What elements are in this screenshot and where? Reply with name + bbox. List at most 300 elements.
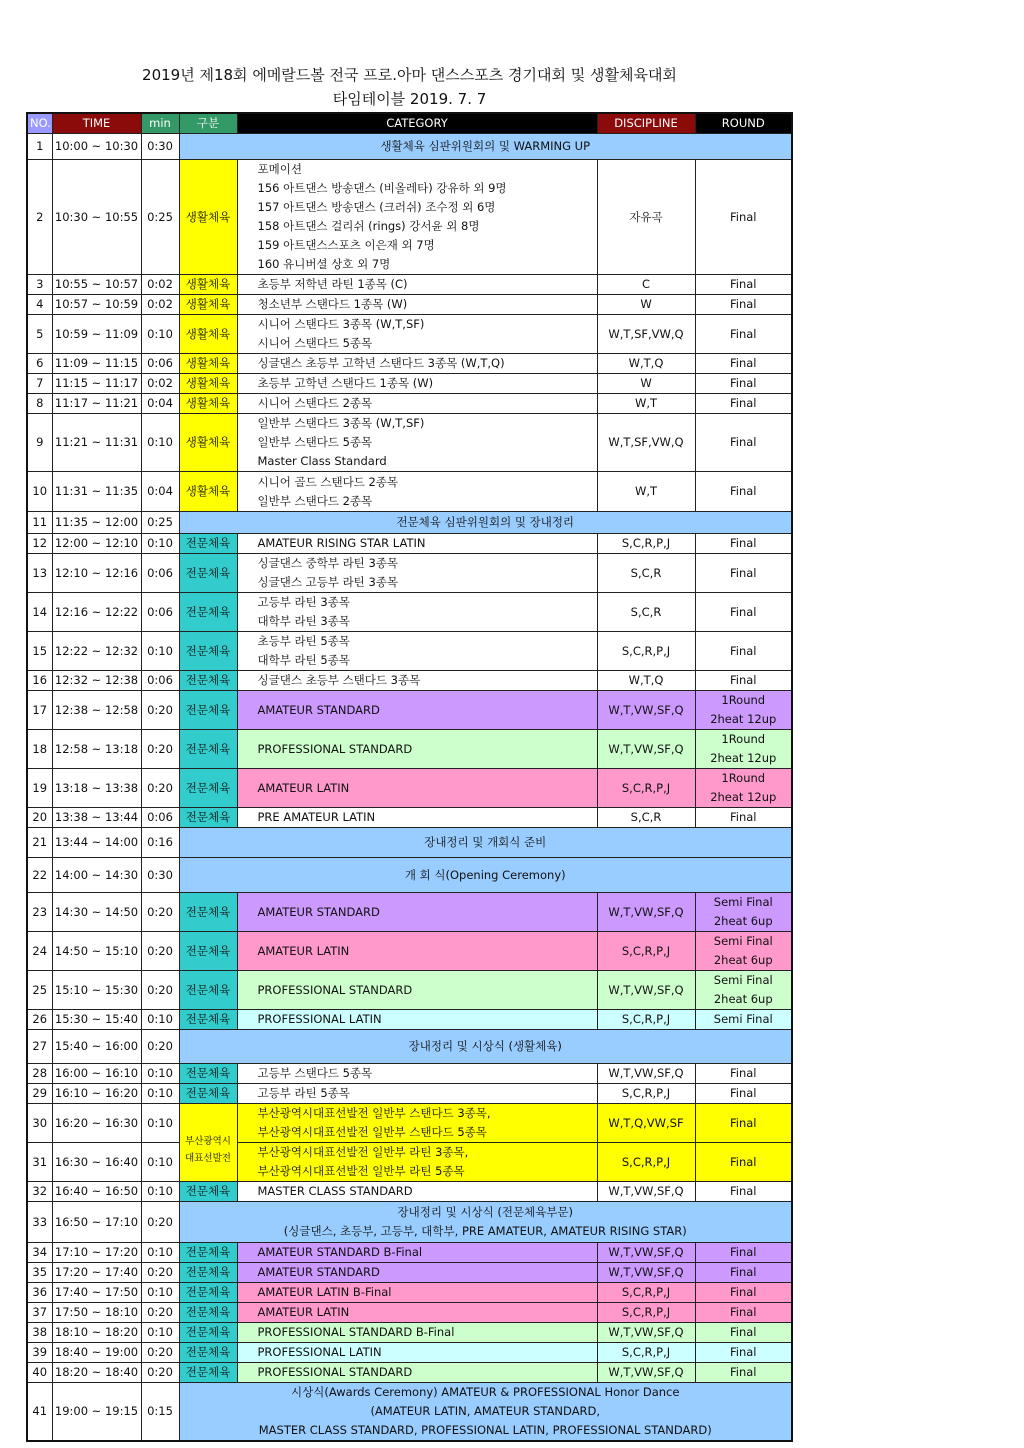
row-min: 0:20 xyxy=(141,1343,179,1363)
round-line: 2heat 6up xyxy=(713,914,773,928)
row-time: 11:17 ~ 11:21 xyxy=(52,394,141,414)
table-row xyxy=(27,554,792,593)
category-line: MASTER CLASS STANDARD xyxy=(257,1184,413,1198)
row-min: 0:30 xyxy=(141,858,179,893)
row-min: 0:10 xyxy=(141,1010,179,1030)
row-round xyxy=(695,1283,792,1303)
row-discipline: W,T,VW,SF,Q xyxy=(597,1064,695,1084)
break-cell xyxy=(179,134,792,160)
row-discipline: S,C,R xyxy=(597,554,695,593)
row-no: 5 xyxy=(27,315,52,354)
table-row xyxy=(27,1303,792,1323)
round-line: Final xyxy=(729,1184,757,1198)
row-discipline: W,T,VW,SF,Q xyxy=(597,691,695,730)
header-round: ROUND xyxy=(695,113,792,134)
row-round xyxy=(695,1143,792,1182)
row-time: 12:16 ~ 12:22 xyxy=(52,593,141,632)
round-line: Final xyxy=(729,297,757,311)
row-time: 18:20 ~ 18:40 xyxy=(52,1363,141,1383)
row-gubun: 전문체육 xyxy=(179,1283,237,1303)
category-line: AMATEUR STANDARD xyxy=(257,904,380,919)
row-no: 10 xyxy=(27,472,52,512)
row-discipline: W xyxy=(597,295,695,315)
row-category xyxy=(237,1343,597,1363)
row-no: 4 xyxy=(27,295,52,315)
row-no: 9 xyxy=(27,414,52,472)
row-category xyxy=(237,593,597,632)
row-min: 0:20 xyxy=(141,1363,179,1383)
category-line: 고등부 라틴 5종목 xyxy=(257,1086,350,1100)
row-round xyxy=(695,472,792,512)
row-min: 0:20 xyxy=(141,971,179,1010)
row-time: 18:40 ~ 19:00 xyxy=(52,1343,141,1363)
row-no: 11 xyxy=(27,512,52,534)
row-gubun: 생활체육 xyxy=(179,354,237,374)
row-time: 16:30 ~ 16:40 xyxy=(52,1143,141,1182)
row-round xyxy=(695,160,792,275)
row-no: 31 xyxy=(27,1143,52,1182)
category-line: 일반부 스탠다드 2종목 xyxy=(257,493,373,508)
row-gubun: 전문체육 xyxy=(179,1363,237,1383)
table-row xyxy=(27,1143,792,1182)
category-line: 고등부 스탠다드 5종목 xyxy=(257,1066,373,1080)
row-category xyxy=(237,472,597,512)
row-discipline: W,T xyxy=(597,394,695,414)
category-line: 대학부 라틴 5종목 xyxy=(257,653,350,667)
category-line: PROFESSIONAL STANDARD xyxy=(257,741,413,756)
row-round xyxy=(695,808,792,828)
row-category xyxy=(237,1104,597,1143)
round-line: Final xyxy=(729,565,757,580)
round-line: Final xyxy=(729,435,757,449)
table-row xyxy=(27,893,792,932)
table-row xyxy=(27,593,792,632)
row-no: 40 xyxy=(27,1363,52,1383)
row-no: 8 xyxy=(27,394,52,414)
row-discipline: W,T,VW,SF,Q xyxy=(597,893,695,932)
row-round xyxy=(695,414,792,472)
row-time: 10:55 ~ 10:57 xyxy=(52,275,141,295)
row-round xyxy=(695,1263,792,1283)
row-gubun: 전문체육 xyxy=(179,932,237,971)
category-line: PROFESSIONAL LATIN xyxy=(257,1345,382,1359)
round-line: 1Round xyxy=(721,693,766,707)
row-time: 13:44 ~ 14:00 xyxy=(52,828,141,858)
category-line: 158 아트댄스 걸리쉬 (rings) 강서윤 외 8명 xyxy=(257,219,480,233)
row-time: 19:00 ~ 19:15 xyxy=(52,1383,141,1442)
row-no: 20 xyxy=(27,808,52,828)
row-no: 27 xyxy=(27,1030,52,1064)
header-gubun: 구분 xyxy=(179,113,237,134)
row-gubun: 전문체육 xyxy=(179,1323,237,1343)
table-row xyxy=(27,671,792,691)
row-min: 0:25 xyxy=(141,512,179,534)
round-line: Semi Final xyxy=(713,895,773,909)
row-discipline: S,C,R,P,J xyxy=(597,1303,695,1323)
row-category xyxy=(237,1084,597,1104)
row-category xyxy=(237,1010,597,1030)
row-category xyxy=(237,932,597,971)
row-time: 11:15 ~ 11:17 xyxy=(52,374,141,394)
break-text: 장내정리 및 개회식 준비 xyxy=(424,835,547,849)
table-row xyxy=(27,1323,792,1343)
row-gubun: 생활체육 xyxy=(179,394,237,414)
row-category xyxy=(237,632,597,671)
row-gubun: 생활체육 xyxy=(179,315,237,354)
row-no: 14 xyxy=(27,593,52,632)
row-time: 16:10 ~ 16:20 xyxy=(52,1084,141,1104)
row-gubun: 전문체육 xyxy=(179,1263,237,1283)
row-no: 7 xyxy=(27,374,52,394)
row-gubun: 생활체육 xyxy=(179,160,237,275)
table-row xyxy=(27,134,792,160)
row-no: 21 xyxy=(27,828,52,858)
row-no: 1 xyxy=(27,134,52,160)
table-row xyxy=(27,1064,792,1084)
row-round xyxy=(695,691,792,730)
timetable xyxy=(26,112,793,1442)
break-cell xyxy=(179,858,792,893)
row-gubun: 생활체육 xyxy=(179,295,237,315)
row-no: 39 xyxy=(27,1343,52,1363)
row-time: 17:20 ~ 17:40 xyxy=(52,1263,141,1283)
table-row xyxy=(27,534,792,554)
round-line: Final xyxy=(729,1115,757,1130)
row-min: 0:25 xyxy=(141,160,179,275)
table-row xyxy=(27,394,792,414)
row-min: 0:10 xyxy=(141,534,179,554)
row-min: 0:20 xyxy=(141,691,179,730)
row-time: 11:21 ~ 11:31 xyxy=(52,414,141,472)
category-line: 일반부 스탠다드 3종목 (W,T,SF) xyxy=(257,416,425,430)
category-line: AMATEUR LATIN xyxy=(257,943,350,958)
row-category xyxy=(237,971,597,1010)
row-category xyxy=(237,315,597,354)
table-row xyxy=(27,472,792,512)
row-time: 17:50 ~ 18:10 xyxy=(52,1303,141,1323)
row-round xyxy=(695,1303,792,1323)
round-line: Semi Final xyxy=(713,934,773,948)
row-no: 25 xyxy=(27,971,52,1010)
category-line: 시니어 스탠다드 3종목 (W,T,SF) xyxy=(257,317,425,331)
row-no: 16 xyxy=(27,671,52,691)
row-round xyxy=(695,671,792,691)
round-line: Final xyxy=(729,1345,757,1359)
row-time: 10:30 ~ 10:55 xyxy=(52,160,141,275)
category-line: 159 아트댄스스포츠 이은재 외 7명 xyxy=(257,238,435,252)
table-row xyxy=(27,1104,792,1143)
row-category xyxy=(237,394,597,414)
row-min: 0:10 xyxy=(141,632,179,671)
row-no: 6 xyxy=(27,354,52,374)
row-min: 0:10 xyxy=(141,1323,179,1343)
row-category xyxy=(237,893,597,932)
row-round xyxy=(695,275,792,295)
row-no: 41 xyxy=(27,1383,52,1442)
row-discipline: S,C,R,P,J xyxy=(597,1143,695,1182)
row-no: 30 xyxy=(27,1104,52,1143)
row-round xyxy=(695,374,792,394)
row-gubun: 전문체육 xyxy=(179,632,237,671)
table-row xyxy=(27,295,792,315)
header-no: NO. xyxy=(27,113,52,134)
row-category xyxy=(237,808,597,828)
row-category xyxy=(237,374,597,394)
category-line: 시니어 골드 스탠다드 2종목 xyxy=(257,474,398,489)
row-category xyxy=(237,1243,597,1263)
table-row xyxy=(27,1030,792,1064)
table-row xyxy=(27,160,792,275)
row-round xyxy=(695,1363,792,1383)
row-round xyxy=(695,394,792,414)
row-time: 16:40 ~ 16:50 xyxy=(52,1182,141,1202)
row-no: 24 xyxy=(27,932,52,971)
row-discipline: S,C,R,P,J xyxy=(597,769,695,808)
category-line: 부산광역시대표선발전 일반부 라틴 5종목 xyxy=(257,1164,465,1178)
row-category xyxy=(237,671,597,691)
row-gubun: 전문체육 xyxy=(179,1303,237,1323)
row-time: 11:35 ~ 12:00 xyxy=(52,512,141,534)
row-time: 17:10 ~ 17:20 xyxy=(52,1243,141,1263)
row-time: 14:00 ~ 14:30 xyxy=(52,858,141,893)
round-line: 1Round xyxy=(721,771,766,785)
row-gubun: 전문체육 xyxy=(179,971,237,1010)
table-row xyxy=(27,275,792,295)
row-round xyxy=(695,1182,792,1202)
table-row xyxy=(27,1283,792,1303)
row-gubun: 전문체육 xyxy=(179,671,237,691)
header-time: TIME xyxy=(52,113,141,134)
row-min: 0:20 xyxy=(141,932,179,971)
category-line: 싱글댄스 고등부 라틴 3종목 xyxy=(257,575,398,589)
row-min: 0:10 xyxy=(141,1283,179,1303)
round-line: 2heat 6up xyxy=(713,953,773,967)
break-cell xyxy=(179,512,792,534)
row-time: 18:10 ~ 18:20 xyxy=(52,1323,141,1343)
row-min: 0:06 xyxy=(141,808,179,828)
row-gubun: 전문체육 xyxy=(179,1182,237,1202)
table-row xyxy=(27,632,792,671)
row-min: 0:20 xyxy=(141,1030,179,1064)
category-line: 부산광역시대표선발전 일반부 스탠다드 3종목, xyxy=(257,1106,491,1120)
row-discipline: W,T,SF,VW,Q xyxy=(597,414,695,472)
break-text: (싱글댄스, 초등부, 고등부, 대학부, PRE AMATEUR, AMATEUR RISING STAR) xyxy=(283,1224,687,1238)
break-text: 생활체육 심판위원회의 및 WARMING UP xyxy=(380,139,591,153)
row-time: 12:58 ~ 13:18 xyxy=(52,730,141,769)
table-row xyxy=(27,1084,792,1104)
round-line: Final xyxy=(729,1066,757,1080)
row-round xyxy=(695,534,792,554)
table-row xyxy=(27,354,792,374)
category-line: 고등부 라틴 3종목 xyxy=(257,595,350,609)
row-no: 23 xyxy=(27,893,52,932)
row-round xyxy=(695,1064,792,1084)
row-no: 17 xyxy=(27,691,52,730)
row-discipline: W,T,VW,SF,Q xyxy=(597,730,695,769)
round-line: Final xyxy=(729,209,757,224)
round-line: 2heat 12up xyxy=(710,751,777,765)
row-round xyxy=(695,593,792,632)
table-row xyxy=(27,828,792,858)
row-time: 13:38 ~ 13:44 xyxy=(52,808,141,828)
category-line: 싱글댄스 초등부 스탠다드 3종목 xyxy=(257,673,421,687)
row-discipline: S,C,R,P,J xyxy=(597,932,695,971)
row-min: 0:06 xyxy=(141,593,179,632)
table-row xyxy=(27,971,792,1010)
row-round xyxy=(695,554,792,593)
round-line: 1Round xyxy=(721,732,766,746)
row-time: 16:00 ~ 16:10 xyxy=(52,1064,141,1084)
row-discipline: W,T,VW,SF,Q xyxy=(597,1243,695,1263)
row-gubun: 전문체육 xyxy=(179,1010,237,1030)
row-time: 14:30 ~ 14:50 xyxy=(52,893,141,932)
table-row xyxy=(27,808,792,828)
row-time: 10:57 ~ 10:59 xyxy=(52,295,141,315)
category-line: 부산광역시대표선발전 일반부 스탠다드 5종목 xyxy=(257,1125,487,1139)
table-row xyxy=(27,858,792,893)
row-no: 13 xyxy=(27,554,52,593)
row-time: 17:40 ~ 17:50 xyxy=(52,1283,141,1303)
round-line: Final xyxy=(729,356,757,370)
round-line: Final xyxy=(729,1325,757,1339)
round-line: Final xyxy=(729,673,757,687)
round-line: Final xyxy=(729,1086,757,1100)
category-line: 시니어 스탠다드 2종목 xyxy=(257,396,373,410)
category-line: 포메이션 xyxy=(257,162,302,176)
category-line: AMATEUR STANDARD xyxy=(257,1265,380,1279)
row-discipline: S,C,R,P,J xyxy=(597,632,695,671)
category-line: 초등부 라틴 5종목 xyxy=(257,634,350,648)
row-category xyxy=(237,1182,597,1202)
row-round xyxy=(695,971,792,1010)
row-category xyxy=(237,354,597,374)
row-min: 0:20 xyxy=(141,1202,179,1243)
row-discipline: W,T,VW,SF,Q xyxy=(597,1182,695,1202)
row-no: 26 xyxy=(27,1010,52,1030)
category-line: 초등부 고학년 스탠다드 1종목 (W) xyxy=(257,376,434,390)
category-line: PRE AMATEUR LATIN xyxy=(257,810,376,824)
row-discipline: W,T,VW,SF,Q xyxy=(597,1263,695,1283)
row-min: 0:10 xyxy=(141,1243,179,1263)
row-min: 0:20 xyxy=(141,893,179,932)
break-cell xyxy=(179,1030,792,1064)
document-title: 2019년 제18회 에메랄드볼 전국 프로.아마 댄스스포츠 경기대회 및 생활체육대회 xyxy=(142,66,677,84)
break-text: 장내정리 및 시상식 (생활체육) xyxy=(408,1039,562,1053)
row-time: 13:18 ~ 13:38 xyxy=(52,769,141,808)
row-time: 12:22 ~ 12:32 xyxy=(52,632,141,671)
row-discipline: W,T,SF,VW,Q xyxy=(597,315,695,354)
row-no: 34 xyxy=(27,1243,52,1263)
row-min: 0:02 xyxy=(141,295,179,315)
row-discipline: W,T,Q,VW,SF xyxy=(597,1104,695,1143)
header-min: min xyxy=(141,113,179,134)
row-time: 10:00 ~ 10:30 xyxy=(52,134,141,160)
break-text: (AMATEUR LATIN, AMATEUR STANDARD, xyxy=(370,1404,601,1418)
category-line: PROFESSIONAL STANDARD B-Final xyxy=(257,1325,455,1339)
row-no: 32 xyxy=(27,1182,52,1202)
row-gubun: 전문체육 xyxy=(179,1243,237,1263)
break-text: MASTER CLASS STANDARD, PROFESSIONAL LATIN, PROFESSIONAL STANDARD) xyxy=(258,1423,712,1437)
round-line: Final xyxy=(729,643,757,658)
table-row xyxy=(27,932,792,971)
row-round xyxy=(695,1010,792,1030)
row-no: 22 xyxy=(27,858,52,893)
round-line: Final xyxy=(729,484,757,498)
row-round xyxy=(695,315,792,354)
row-discipline: W,T,VW,SF,Q xyxy=(597,971,695,1010)
row-min: 0:10 xyxy=(141,1182,179,1202)
row-discipline: S,C,R,P,J xyxy=(597,1283,695,1303)
category-line: PROFESSIONAL LATIN xyxy=(257,1012,382,1026)
row-round xyxy=(695,1323,792,1343)
round-line: Final xyxy=(729,1245,757,1259)
row-category xyxy=(237,160,597,275)
row-round xyxy=(695,1243,792,1263)
table-row xyxy=(27,1202,792,1243)
row-category xyxy=(237,414,597,472)
row-category xyxy=(237,554,597,593)
row-gubun: 전문체육 xyxy=(179,730,237,769)
round-line: Final xyxy=(729,1154,757,1169)
round-line: Final xyxy=(729,1365,757,1379)
table-row xyxy=(27,1010,792,1030)
break-cell xyxy=(179,828,792,858)
row-min: 0:20 xyxy=(141,730,179,769)
table-row xyxy=(27,691,792,730)
row-discipline: S,C,R xyxy=(597,808,695,828)
row-time: 12:00 ~ 12:10 xyxy=(52,534,141,554)
row-discipline: W xyxy=(597,374,695,394)
round-line: Final xyxy=(729,376,757,390)
row-category xyxy=(237,691,597,730)
row-round xyxy=(695,354,792,374)
row-min: 0:02 xyxy=(141,374,179,394)
table-row xyxy=(27,414,792,472)
row-category xyxy=(237,1303,597,1323)
row-time: 12:32 ~ 12:38 xyxy=(52,671,141,691)
table-row xyxy=(27,1182,792,1202)
category-line: PROFESSIONAL STANDARD xyxy=(257,982,413,997)
table-row xyxy=(27,1363,792,1383)
row-no: 35 xyxy=(27,1263,52,1283)
round-line: Final xyxy=(729,810,757,824)
round-line: 2heat 6up xyxy=(713,992,773,1006)
row-category xyxy=(237,275,597,295)
row-no: 33 xyxy=(27,1202,52,1243)
header-category: CATEGORY xyxy=(237,113,597,134)
row-min: 0:10 xyxy=(141,315,179,354)
break-text: 시상식(Awards Ceremony) AMATEUR & PROFESSIONAL Honor Dance xyxy=(291,1385,680,1399)
row-gubun: 생활체육 xyxy=(179,414,237,472)
category-line: 대학부 라틴 3종목 xyxy=(257,614,350,628)
row-no: 28 xyxy=(27,1064,52,1084)
row-min: 0:06 xyxy=(141,554,179,593)
row-gubun: 생활체육 xyxy=(179,275,237,295)
document-subtitle: 타임테이블 2019. 7. 7 xyxy=(332,90,487,108)
table-row xyxy=(27,374,792,394)
row-gubun: 전문체육 xyxy=(179,808,237,828)
row-round xyxy=(695,295,792,315)
row-discipline: S,C,R xyxy=(597,593,695,632)
break-text: 장내정리 및 시상식 (전문체육부문) xyxy=(397,1205,573,1219)
category-line: 부산광역시대표선발전 일반부 라틴 3종목, xyxy=(257,1145,469,1159)
row-category xyxy=(237,730,597,769)
row-min: 0:10 xyxy=(141,1104,179,1143)
row-min: 0:10 xyxy=(141,1143,179,1182)
row-gubun: 생활체육 xyxy=(179,472,237,512)
table-row xyxy=(27,730,792,769)
row-gubun: 전문체육 xyxy=(179,893,237,932)
